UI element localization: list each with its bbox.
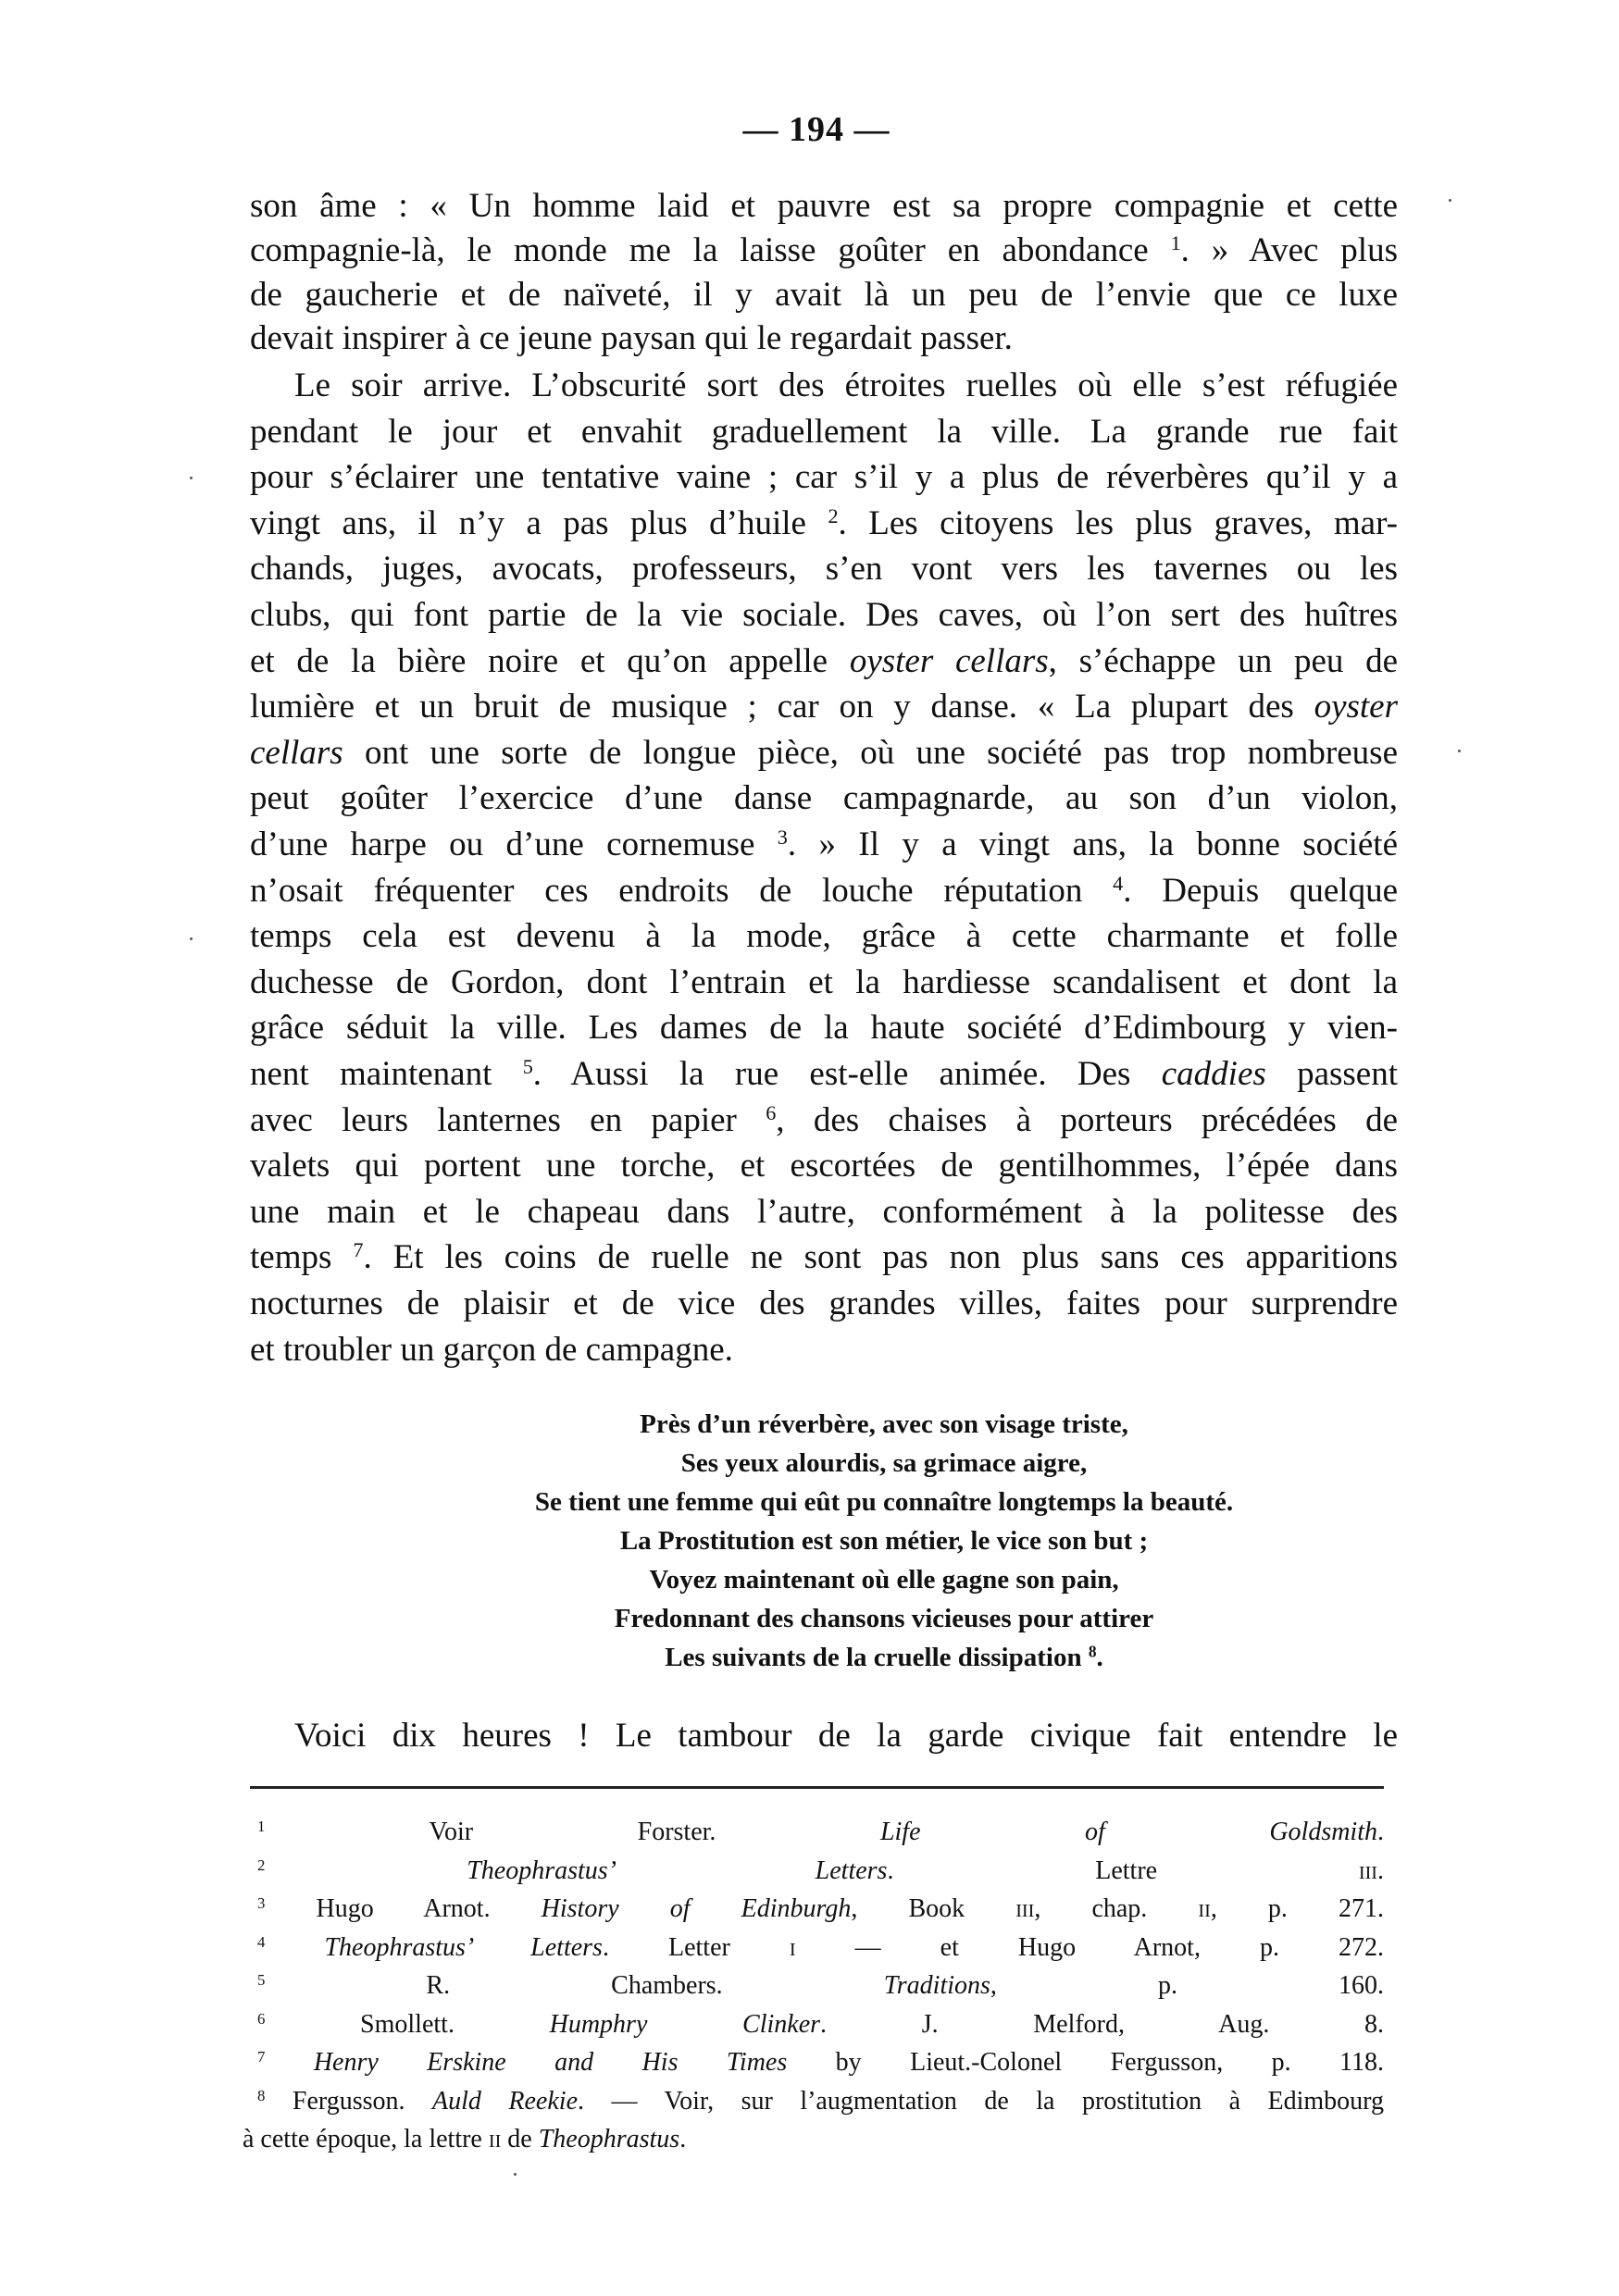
text-run: Voir Forster. [265,1818,880,1846]
small-caps-numeral: III [1358,1862,1378,1883]
footnote-line [257,1967,1384,2004]
italic-text: Henry Erskine and His Times [313,2048,788,2077]
footnote-reference: 1 [1170,230,1181,254]
text-run: . Letter [602,1932,790,1962]
text-run [265,1856,467,1885]
body-line [250,1052,1398,1097]
footnote-line [257,1891,1384,1928]
body-line [250,1235,1398,1280]
text-run: ont une sorte de longue pièce, où une société pas trop nombreuse [342,733,1398,772]
body-line [250,914,1398,959]
verse-line [421,1560,1347,1599]
body-line [250,547,1398,591]
footnote-line [257,2006,1384,2043]
body-line [250,229,1398,273]
body-line [294,364,1398,408]
italic-text: Theophrastus’ Letters [324,1932,603,1962]
body-line [250,502,1398,546]
scan-speck [190,937,193,940]
text-run: Les suivants de la cruelle dissipation [665,1643,1089,1672]
text-run: Ses yeux alourdis, sa grimace aigre, [680,1448,1088,1478]
text-run: , chap. [1034,1894,1199,1923]
body-line [250,316,1398,361]
footnote-line [257,2044,1384,2081]
text-run: de gaucherie et de naïveté, il y avait là un peu de l’envie que ce luxe [250,275,1398,314]
text-run: . Aussi la rue est-elle animée. Des [532,1055,1162,1093]
footnote-reference: 5 [522,1054,533,1078]
text-run [265,1933,324,1962]
scan-speck [514,2173,517,2176]
text-run [265,2048,313,2077]
text-run: lumière et un bruit de musique ; car on y danse. « La plupart des [250,688,1314,726]
verse-line [421,1483,1347,1521]
text-run: Le soir arrive. L’obscurité sort des étroites ruelles où elle s’est réfugiée [294,366,1398,404]
small-caps-numeral: II [1198,1901,1211,1921]
body-line [250,731,1398,776]
text-run: vingt ans, il n’y a pas plus d’huile [250,503,828,542]
text-run: Fergusson. [265,2086,433,2116]
text-run: Près d’un réverbère, avec son visage triste, [640,1409,1128,1439]
page-number: — 194 — [742,110,890,149]
text-run: . J. Melford, Aug. 8. [820,2009,1384,2039]
body-line [250,1282,1398,1326]
text-run: duchesse de Gordon, dont l’entrain et la hardiesse scandalisent et dont la [250,962,1398,1001]
footnote-reference: 3 [777,825,788,849]
text-run: Voyez maintenant où elle gagne son pain, [649,1565,1119,1595]
text-run: — et Hugo Arnot, p. 272. [795,1932,1385,1962]
body-line [250,1144,1398,1188]
footnote-reference: 7 [257,2047,266,2066]
footnote-reference: 2 [828,503,839,527]
text-run: . [679,2125,687,2153]
text-run: pour s’éclairer une tentative vaine ; car s’il y a plus de réverbères qu’il y a [250,458,1398,497]
body-line [250,961,1398,1005]
italic-text: cellars [250,733,343,772]
text-run: Smollett. [265,2009,550,2039]
italic-text: Theophrastus’ Letters [467,1855,888,1885]
body-line [250,455,1398,500]
text-run: , Book [851,1894,1016,1923]
text-run: nent maintenant [250,1055,523,1093]
text-run: devait inspirer à ce jeune paysan qui le regardait passer. [250,319,1013,358]
body-line [294,1714,1398,1758]
body-line [250,685,1398,729]
italic-text: oyster [1314,688,1398,726]
footnote-line [257,2083,1384,2120]
text-run: . Et les coins de ruelle ne sont pas non plus sans ces apparitions [363,1238,1398,1277]
scan-speck [1449,199,1451,202]
footnote-reference: 6 [257,2009,266,2028]
text-run: R. Chambers. [265,1971,884,2000]
text-run: une main et le chapeau dans l’autre, conformément à la politesse des [250,1192,1398,1231]
footnote-reference: 4 [257,1932,266,1951]
text-run: de [501,2125,539,2153]
text-run: . » Avec plus [1180,230,1398,269]
text-run: . Lettre [887,1855,1359,1885]
text-run: son âme : « Un homme laid et pauvre est sa propre compagnie et cette [250,187,1398,225]
text-run: et de la bière noire et qu’on appelle [250,641,850,680]
text-run: Fredonnant des chansons vicieuses pour attirer [614,1604,1154,1633]
scan-speck [190,477,193,479]
body-line [250,639,1398,684]
italic-text: Traditions [883,1971,990,2000]
verse-line [421,1444,1347,1483]
text-run: by Lieut.-Colonel Fergusson, p. 118. [787,2048,1384,2077]
text-run: chands, juges, avocats, professeurs, s’en vont vers les tavernes ou les [250,550,1398,589]
text-run: valets qui portent une torche, et escortées de gentilhommes, l’épée dans [250,1147,1398,1185]
text-run: Se tient une femme qui eût pu connaître longtemps la beauté. [534,1487,1234,1517]
text-run: . [1377,1855,1385,1885]
footnote-reference: 6 [766,1100,777,1124]
text-run: compagnie-là, le monde me la laisse goûter en abondance [250,230,1171,269]
text-run: . Depuis quelque [1123,871,1398,910]
body-line [250,1098,1398,1143]
body-line [250,1328,1398,1372]
text-run: , p. 271. [1210,1894,1385,1923]
footnote-line [257,1814,1384,1851]
footnote-reference: 1 [257,1817,266,1835]
body-line [250,823,1398,867]
text-run: temps cela est devenu à la mode, grâce à cette charmante et folle [250,917,1398,956]
italic-text: History of Edinburgh [541,1894,852,1923]
footnote-reference: 3 [257,1893,266,1912]
small-caps-numeral: III [1015,1901,1035,1921]
body-line [250,1190,1398,1235]
footnote-line [243,2121,1384,2158]
text-run: , des chaises à porteurs précédées de [776,1100,1399,1139]
text-run: grâce séduit la ville. Les dames de la haute société d’Edimbourg y vien- [250,1009,1398,1048]
body-line [250,410,1398,454]
footnote-line [257,1930,1384,1967]
text-run: et troubler un garçon de campagne. [250,1330,733,1369]
body-line [250,184,1398,229]
text-run: . — Voir, sur l’augmentation de la prostitution à Edimbourg [578,2086,1384,2116]
italic-text: caddies [1161,1055,1266,1093]
body-line [250,1006,1398,1050]
footnote-reference: 8 [1088,1642,1097,1661]
text-run: , p. 160. [990,1971,1384,2000]
text-run: pendant le jour et envahit graduellement la ville. La grande rue fait [250,412,1398,451]
italic-text: Life of Goldsmith [879,1818,1377,1846]
text-run: . » Il y a vingt ans, la bonne société [787,825,1398,863]
text-run: Hugo Arnot. [265,1894,542,1923]
text-run: avec leurs lanternes en papier [250,1100,766,1139]
italic-text: oyster cellars [849,641,1049,680]
text-run: passent [1265,1055,1398,1093]
body-line [250,273,1398,317]
text-run: n’osait fréquenter ces endroits de louche réputation [250,871,1114,910]
small-caps-numeral: I [789,1939,796,1960]
text-run: La Prostitution est son métier, le vice son but ; [619,1526,1149,1556]
footnote-reference: 4 [1113,871,1124,895]
text-run: . [1096,1643,1103,1672]
italic-text: Humphry Clinker [549,2009,821,2039]
footnote-reference: 5 [257,1970,266,1989]
text-run: à cette époque, la lettre [243,2125,489,2153]
text-run: peut goûter l’exercice d’une danse campagnarde, au son d’un violon, [250,779,1398,818]
text-run: , s’échappe un peu de [1048,641,1398,680]
text-run: temps [250,1238,354,1277]
body-line [250,593,1398,638]
text-run: nocturnes de plaisir et de vice des grandes villes, faites pour surprendre [250,1285,1398,1322]
verse-line [421,1521,1347,1560]
verse-line [421,1599,1347,1638]
text-run: . Les citoyens les plus graves, mar- [838,503,1398,542]
footnote-reference: 8 [257,2086,266,2104]
italic-text: Theophrastus [538,2125,680,2153]
text-run: . [1377,1818,1384,1846]
text-run: Voici dix heures ! Le tambour de la garde civique fait entendre le [294,1717,1398,1755]
text-run: clubs, qui font partie de la vie sociale. Des caves, où l’on sert des huîtres [250,596,1398,634]
verse-line [421,1638,1347,1677]
footnote-line [257,1853,1384,1890]
body-line [250,776,1398,821]
footnote-reference: 7 [353,1238,364,1262]
text-run: d’une harpe ou d’une cornemuse [250,825,778,863]
footnote-reference: 2 [257,1855,266,1874]
scan-speck [1458,750,1461,752]
footnote-divider [250,1786,1384,1789]
italic-text: Auld Reekie [432,2086,578,2116]
small-caps-numeral: II [488,2131,502,2152]
body-line [250,869,1398,913]
verse-line [421,1405,1347,1444]
